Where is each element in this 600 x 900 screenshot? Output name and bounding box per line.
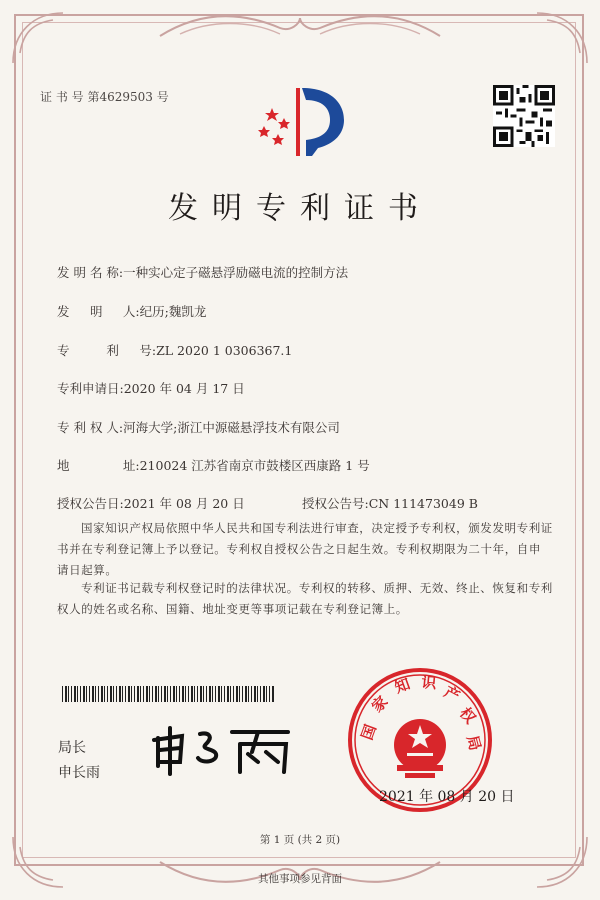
certificate-number: 证 书 号 第4629503 号 <box>40 90 169 104</box>
inventor-value: 纪历;魏凯龙 <box>139 304 207 319</box>
grant-date-row <box>57 494 245 512</box>
svg-text:产: 产 <box>441 682 463 706</box>
top-ornament <box>150 6 450 46</box>
svg-text:知: 知 <box>392 674 413 697</box>
seal-date: 2021 年 08 月 20 日 <box>379 789 515 805</box>
application-date-value: 2020 年 04 月 17 日 <box>123 381 245 396</box>
patentee-label: 专 利 权 人: <box>57 420 124 435</box>
inventor-label: 发 明 人: <box>57 304 140 319</box>
application-date-label: 专利申请日: <box>57 381 124 396</box>
invention-name-label: 发 明 名 称: <box>57 265 124 280</box>
qr-code <box>493 85 555 147</box>
page-indicator: 第 1 页 (共 2 页) <box>259 834 341 846</box>
address-row <box>57 456 370 474</box>
inventor-row <box>57 302 206 320</box>
handwritten-signature <box>148 718 298 778</box>
footer-note: 其他事项参见背面 <box>258 873 342 885</box>
svg-text:识: 识 <box>420 673 438 693</box>
director-name: 申长雨 <box>58 765 100 781</box>
patent-number-label: 专 利 号: <box>57 343 157 358</box>
patentee-row <box>57 418 340 436</box>
body-paragraph-2: 专利证书记载专利权登记时的法律状况。专利权的转移、质押、无效、终止、恢复和专利权人的姓名或名称、国籍、地址变更等事项记载在专利登记簿上。 <box>57 581 553 616</box>
barcode <box>62 686 274 702</box>
grant-number-value: CN 111473049 B <box>368 496 478 511</box>
patent-number-value: ZL 2020 1 0306367.1 <box>156 343 293 358</box>
director-title: 局长 <box>58 740 86 756</box>
application-date-row <box>57 379 245 397</box>
patentee-value: 河海大学;浙江中源磁悬浮技术有限公司 <box>123 420 340 435</box>
svg-text:局: 局 <box>463 733 485 753</box>
invention-name-row <box>57 263 348 281</box>
address-label: 地 址: <box>57 458 140 473</box>
svg-text:家: 家 <box>368 692 392 716</box>
svg-text:国: 国 <box>357 722 380 743</box>
body-paragraph-1: 国家知识产权局依照中华人民共和国专利法进行审查，决定授予专利权，颁发发明专利证书并在专利登记簿上予以登记。专利权自授权公告之日起生效。专利权期限为二十年，自申请日起算。 <box>57 521 553 577</box>
patent-number-row <box>57 341 292 359</box>
grant-date-value: 2021 年 08 月 20 日 <box>123 496 245 511</box>
certificate-title: 发明专利证书 <box>168 191 432 226</box>
svg-text:权: 权 <box>455 704 480 728</box>
grant-date-label: 授权公告日: <box>57 496 124 511</box>
grant-number-label: 授权公告号: <box>302 496 369 511</box>
address-value: 210024 江苏省南京市鼓楼区西康路 1 号 <box>139 458 370 473</box>
grant-number-row <box>302 494 478 512</box>
patent-office-logo <box>252 82 348 162</box>
corner-ornament-tl <box>8 8 68 68</box>
corner-ornament-tr <box>532 8 592 68</box>
invention-name-value: 一种实心定子磁悬浮励磁电流的控制方法 <box>123 265 349 280</box>
